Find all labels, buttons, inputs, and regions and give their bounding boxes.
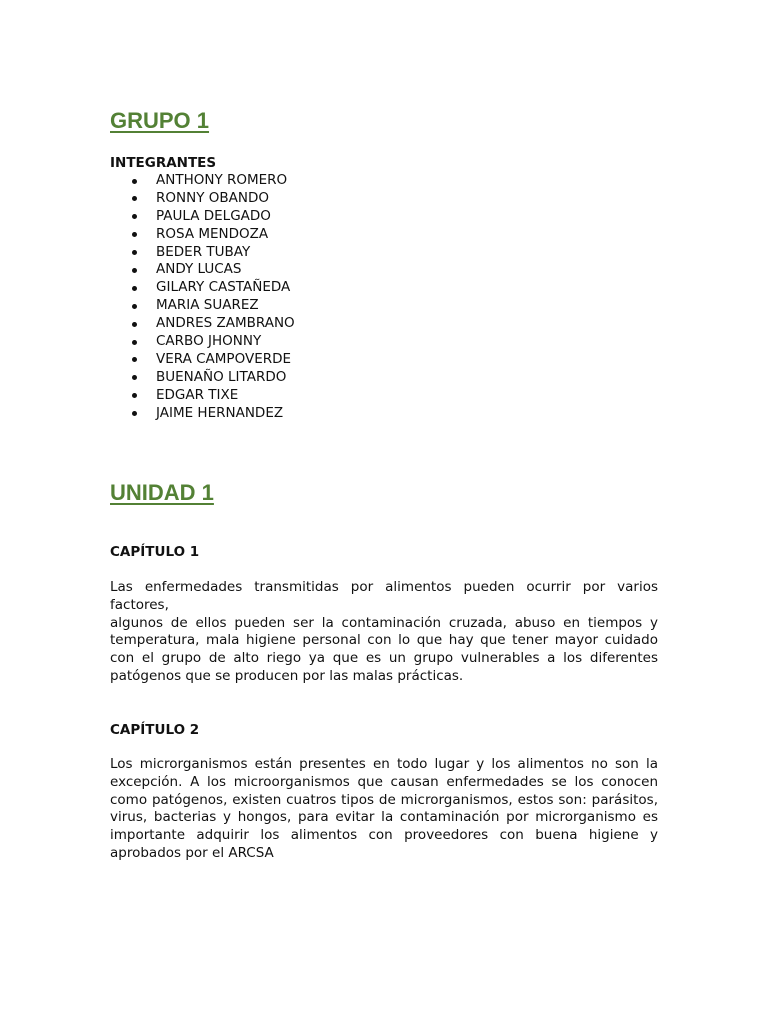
paragraph-line: Los microrganismos están presentes en todo lugar y los alimentos no son la	[110, 756, 658, 772]
members-list	[110, 172, 410, 422]
capitulo-2-heading: CAPÍTULO 2	[110, 722, 200, 738]
bullet-icon	[132, 250, 137, 255]
paragraph-line: algunos de ellos pueden ser la contaminación cruzada, abuso en tiempos y	[110, 614, 658, 631]
member-name: BUENAÑO LITARDO	[156, 368, 287, 385]
bullet-icon	[132, 340, 137, 345]
paragraph-line: importante adquirir los alimentos con proveedores con buena higiene y	[110, 827, 658, 844]
member-item	[110, 244, 410, 262]
member-name: ANDRES ZAMBRANO	[156, 315, 295, 332]
member-item	[110, 351, 410, 369]
member-item	[110, 279, 410, 297]
member-name: VERA CAMPOVERDE	[156, 350, 292, 367]
paragraph-line: virus, bacterias y hongos, para evitar la contaminación por microrganismo es	[110, 809, 658, 826]
capitulo-1-paragraph	[110, 579, 658, 686]
bullet-icon	[132, 375, 137, 380]
member-item	[110, 297, 410, 315]
bullet-icon	[132, 322, 137, 327]
bullet-icon	[132, 214, 137, 219]
bullet-icon	[132, 179, 137, 184]
capitulo-2-paragraph	[110, 756, 658, 863]
paragraph-line: con el grupo de alto riego ya que es un grupo vulnerables a los diferentes	[110, 650, 658, 667]
paragraph-line: excepción. A los microorganismos que causan enfermedades se los conocen	[110, 773, 658, 790]
member-item	[110, 405, 410, 423]
paragraph-line: temperatura, mala higiene personal con lo que hay que tener mayor cuidado	[110, 632, 658, 649]
paragraph-line: aprobados por el ARCSA	[110, 844, 274, 861]
member-name: JAIME HERNANDEZ	[156, 404, 284, 421]
member-name: CARBO JHONNY	[156, 333, 262, 350]
capitulo-1-heading: CAPÍTULO 1	[110, 544, 200, 560]
member-name: ANDY LUCAS	[156, 261, 242, 278]
integrantes-label: INTEGRANTES	[110, 155, 217, 171]
paragraph-line: como patógenos, existen cuatros tipos de microrganismos, estos son: parásitos,	[110, 791, 658, 808]
member-item	[110, 172, 410, 190]
bullet-icon	[132, 286, 137, 291]
paragraph-line: patógenos que se producen por las malas prácticas.	[110, 667, 464, 684]
member-item	[110, 190, 410, 208]
member-name: BEDER TUBAY	[156, 243, 251, 260]
member-name: PAULA DELGADO	[156, 207, 271, 224]
member-name: ANTHONY ROMERO	[156, 172, 288, 188]
bullet-icon	[132, 411, 137, 416]
bullet-icon	[132, 304, 137, 309]
member-item	[110, 208, 410, 226]
member-item	[110, 315, 410, 333]
member-item	[110, 226, 410, 244]
paragraph-line: Las enfermedades transmitidas por alimentos pueden ocurrir por varios	[110, 579, 658, 595]
bullet-icon	[132, 268, 137, 273]
member-item	[110, 261, 410, 279]
member-name: ROSA MENDOZA	[156, 225, 269, 242]
member-name: RONNY OBANDO	[156, 189, 269, 206]
bullet-icon	[132, 196, 137, 201]
member-name: MARIA SUAREZ	[156, 297, 259, 314]
unidad-heading: UNIDAD 1	[110, 480, 214, 505]
member-item	[110, 333, 410, 351]
paragraph-line: factores,	[110, 596, 169, 613]
bullet-icon	[132, 232, 137, 237]
member-name: EDGAR TIXE	[156, 386, 239, 403]
grupo-heading: GRUPO 1	[110, 108, 210, 133]
member-name: GILARY CASTAÑEDA	[156, 279, 291, 296]
member-item	[110, 387, 410, 405]
bullet-icon	[132, 393, 137, 398]
member-item	[110, 369, 410, 387]
bullet-icon	[132, 357, 137, 362]
